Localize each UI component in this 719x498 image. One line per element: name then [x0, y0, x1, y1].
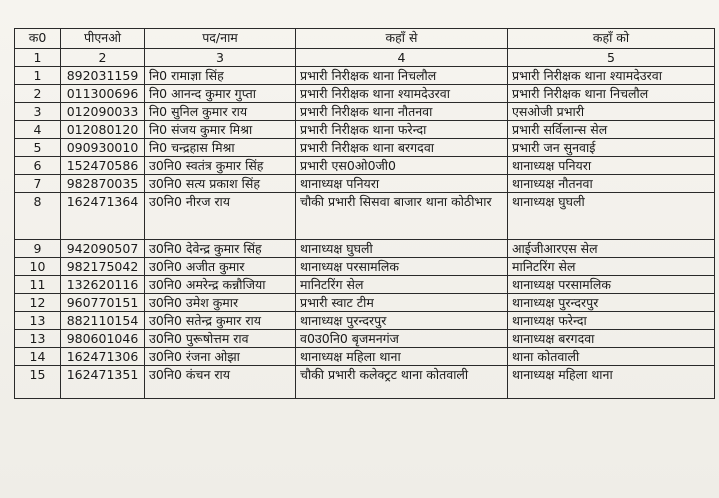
pno-cell: 132620116	[61, 276, 145, 294]
table-row	[15, 240, 715, 258]
table-row	[15, 67, 715, 85]
serial-cell: 9	[15, 240, 61, 258]
pno-cell: 960770151	[61, 294, 145, 312]
from-cell: प्रभारी स्वाट टीम	[296, 294, 508, 312]
name-cell: उ0नि0 अमरेन्द्र कन्नौजिया	[145, 276, 296, 294]
serial-cell: 15	[15, 366, 61, 399]
name-cell: उ0नि0 अजीत कुमार	[145, 258, 296, 276]
to-cell: मानिटरिंग सेल	[508, 258, 715, 276]
pno-cell: 942090507	[61, 240, 145, 258]
pno-cell: 011300696	[61, 85, 145, 103]
from-cell: मानिटरिंग सेल	[296, 276, 508, 294]
pno-cell: 982870035	[61, 175, 145, 193]
pno-cell: 012090033	[61, 103, 145, 121]
table-row	[15, 276, 715, 294]
serial-cell: 4	[15, 121, 61, 139]
to-cell: प्रभारी सर्विलान्स सेल	[508, 121, 715, 139]
column-number: 3	[145, 49, 296, 67]
pno-cell: 882110154	[61, 312, 145, 330]
table-row	[15, 139, 715, 157]
to-cell: थानाध्यक्ष नौतनवा	[508, 175, 715, 193]
table-row	[15, 175, 715, 193]
serial-cell: 13	[15, 330, 61, 348]
header-serial: क0	[15, 29, 61, 49]
from-cell: थानाध्यक्ष परसामलिक	[296, 258, 508, 276]
serial-cell: 8	[15, 193, 61, 240]
pno-cell: 162471351	[61, 366, 145, 399]
transfer-table	[14, 28, 715, 399]
column-number: 5	[508, 49, 715, 67]
serial-cell: 1	[15, 67, 61, 85]
name-cell: उ0नि0 नीरज राय	[145, 193, 296, 240]
column-number-row	[15, 49, 715, 67]
header-row	[15, 29, 715, 49]
column-number: 4	[296, 49, 508, 67]
to-cell: थानाध्यक्ष फरेन्दा	[508, 312, 715, 330]
from-cell: थानाध्यक्ष घुघली	[296, 240, 508, 258]
from-cell: थानाध्यक्ष महिला थाना	[296, 348, 508, 366]
pno-cell: 090930010	[61, 139, 145, 157]
serial-cell: 2	[15, 85, 61, 103]
serial-cell: 6	[15, 157, 61, 175]
pno-cell: 012080120	[61, 121, 145, 139]
from-cell: थानाध्यक्ष पनियरा	[296, 175, 508, 193]
serial-cell: 12	[15, 294, 61, 312]
name-cell: उ0नि0 सत्य प्रकाश सिंह	[145, 175, 296, 193]
header-post-name: पद/नाम	[145, 29, 296, 49]
name-cell: उ0नि0 स्वतंत्र कुमार सिंह	[145, 157, 296, 175]
name-cell: नि0 चन्द्रहास मिश्रा	[145, 139, 296, 157]
name-cell: नि0 सुनिल कुमार राय	[145, 103, 296, 121]
from-cell: थानाध्यक्ष पुरन्दरपुर	[296, 312, 508, 330]
serial-cell: 7	[15, 175, 61, 193]
from-cell: व0उ0नि0 बृजमनगंज	[296, 330, 508, 348]
table-row	[15, 312, 715, 330]
to-cell: थानाध्यक्ष पनियरा	[508, 157, 715, 175]
table-row	[15, 157, 715, 175]
table-row	[15, 366, 715, 399]
pno-cell: 152470586	[61, 157, 145, 175]
to-cell: प्रभारी निरीक्षक थाना श्यामदेउरवा	[508, 67, 715, 85]
table-row	[15, 121, 715, 139]
from-cell: प्रभारी निरीक्षक थाना निचलौल	[296, 67, 508, 85]
pno-cell: 162471364	[61, 193, 145, 240]
name-cell: नि0 संजय कुमार मिश्रा	[145, 121, 296, 139]
to-cell: थानाध्यक्ष महिला थाना	[508, 366, 715, 399]
table-row	[15, 258, 715, 276]
name-cell: नि0 आनन्द कुमार गुप्ता	[145, 85, 296, 103]
pno-cell: 892031159	[61, 67, 145, 85]
pno-cell: 980601046	[61, 330, 145, 348]
to-cell: प्रभारी जन सुनवाई	[508, 139, 715, 157]
to-cell: थानाध्यक्ष घुघली	[508, 193, 715, 240]
pno-cell: 982175042	[61, 258, 145, 276]
name-cell: उ0नि0 सतेन्द्र कुमार राय	[145, 312, 296, 330]
serial-cell: 5	[15, 139, 61, 157]
to-cell: थानाध्यक्ष पुरन्दरपुर	[508, 294, 715, 312]
table-row	[15, 85, 715, 103]
table-row	[15, 330, 715, 348]
from-cell: प्रभारी निरीक्षक थाना बरगदवा	[296, 139, 508, 157]
to-cell: थाना कोतवाली	[508, 348, 715, 366]
name-cell: नि0 रामाज्ञा सिंह	[145, 67, 296, 85]
to-cell: एसओजी प्रभारी	[508, 103, 715, 121]
serial-cell: 13	[15, 312, 61, 330]
header-pno: पीएनओ	[61, 29, 145, 49]
table-row	[15, 103, 715, 121]
table-row	[15, 193, 715, 240]
table-row	[15, 348, 715, 366]
from-cell: प्रभारी निरीक्षक थाना श्यामदेउरवा	[296, 85, 508, 103]
serial-cell: 14	[15, 348, 61, 366]
serial-cell: 11	[15, 276, 61, 294]
from-cell: प्रभारी निरीक्षक थाना नौतनवा	[296, 103, 508, 121]
from-cell: चौकी प्रभारी सिसवा बाजार थाना कोठीभार	[296, 193, 508, 240]
header-from: कहाँ से	[296, 29, 508, 49]
name-cell: उ0नि0 उमेश कुमार	[145, 294, 296, 312]
table-row	[15, 294, 715, 312]
name-cell: उ0नि0 कंचन राय	[145, 366, 296, 399]
serial-cell: 10	[15, 258, 61, 276]
name-cell: उ0नि0 पुरूषोत्तम राव	[145, 330, 296, 348]
from-cell: चौकी प्रभारी कलेक्ट्रट थाना कोतवाली	[296, 366, 508, 399]
name-cell: उ0नि0 रंजना ओझा	[145, 348, 296, 366]
from-cell: प्रभारी एस0ओ0जी0	[296, 157, 508, 175]
serial-cell: 3	[15, 103, 61, 121]
header-to: कहाँ को	[508, 29, 715, 49]
name-cell: उ0नि0 देवेन्द्र कुमार सिंह	[145, 240, 296, 258]
from-cell: प्रभारी निरीक्षक थाना फरेन्दा	[296, 121, 508, 139]
column-number: 2	[61, 49, 145, 67]
column-number: 1	[15, 49, 61, 67]
to-cell: थानाध्यक्ष परसामलिक	[508, 276, 715, 294]
to-cell: थानाध्यक्ष बरगदवा	[508, 330, 715, 348]
to-cell: आईजीआरएस सेल	[508, 240, 715, 258]
to-cell: प्रभारी निरीक्षक थाना निचलौल	[508, 85, 715, 103]
pno-cell: 162471306	[61, 348, 145, 366]
